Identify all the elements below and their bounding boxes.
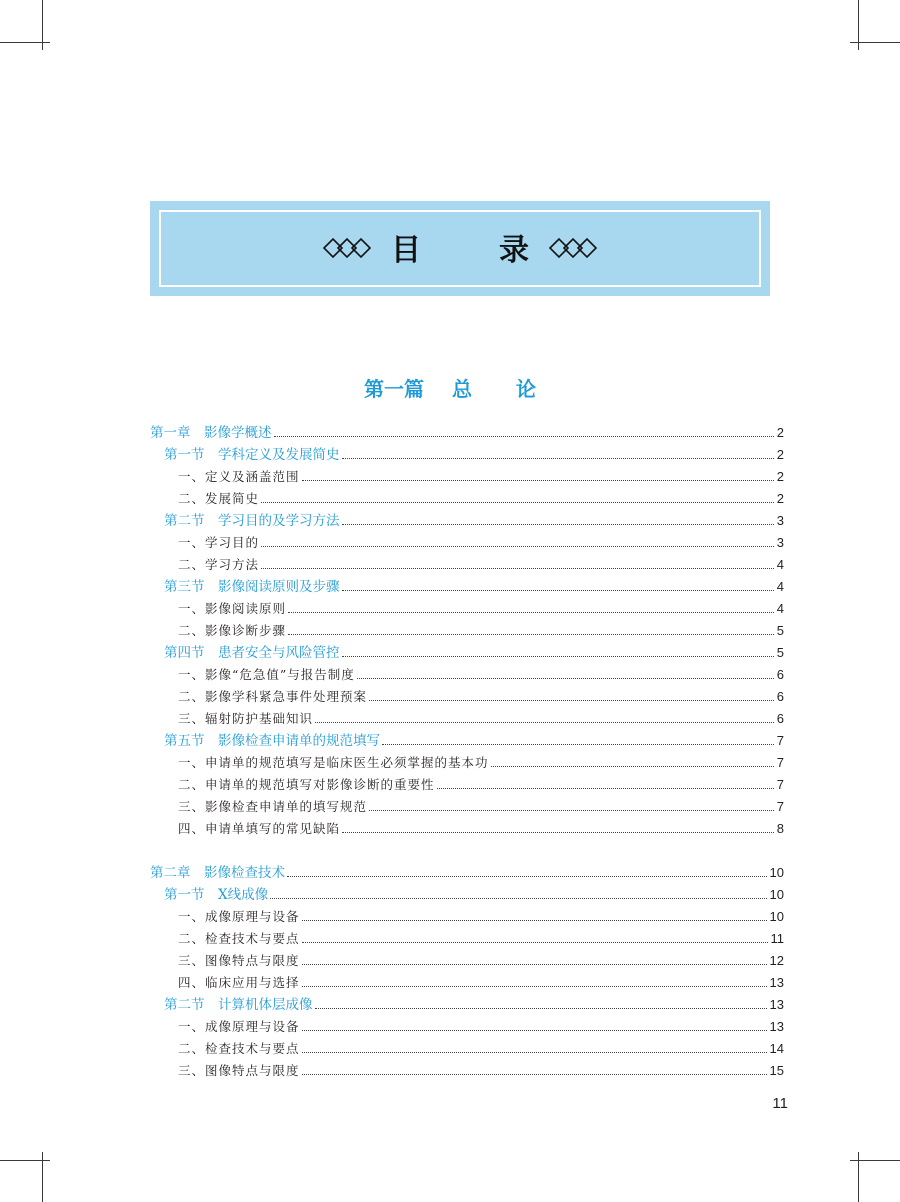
toc-entry-label: 第一节 X线成像 [164, 887, 269, 903]
part-title-2: 论 [516, 377, 536, 401]
toc-entry-page: 7 [776, 777, 784, 792]
toc-entry-label: 四、申请单填写的常见缺陷 [178, 821, 341, 836]
toc-entry-page: 4 [776, 579, 784, 594]
toc-entry-label: 二、检查技术与要点 [178, 1041, 300, 1056]
title-char-1: 目 [391, 233, 421, 268]
toc-leader-dots [270, 898, 766, 899]
toc-item-row[interactable] [150, 772, 784, 794]
toc-item-row[interactable] [150, 750, 784, 772]
toc-section-row[interactable] [150, 882, 784, 904]
toc-leader-dots [302, 480, 774, 481]
page-title [150, 225, 770, 269]
toc-leader-dots [261, 546, 774, 547]
crop-mark [850, 42, 900, 43]
toc-entry-page: 2 [776, 491, 784, 506]
toc-entry-page: 6 [776, 667, 784, 682]
toc-entry-label: 第三节 影像阅读原则及步骤 [164, 579, 340, 595]
crop-mark [0, 42, 50, 43]
toc-item-row[interactable] [150, 662, 784, 684]
toc-item-row[interactable] [150, 926, 784, 948]
toc-section-row[interactable] [150, 508, 784, 530]
toc-leader-dots [357, 678, 774, 679]
toc-entry-page: 5 [776, 645, 784, 660]
toc-entry-page: 7 [776, 733, 784, 748]
toc-entry-label: 四、临床应用与选择 [178, 975, 300, 990]
toc-entry-page: 3 [776, 513, 784, 528]
toc-leader-dots [315, 722, 774, 723]
toc-item-row[interactable] [150, 530, 784, 552]
toc-item-row[interactable] [150, 1014, 784, 1036]
toc-entry-label: 第一章 影像学概述 [150, 425, 272, 441]
toc-entry-label: 三、图像特点与限度 [178, 1063, 300, 1078]
toc-entry-page: 7 [776, 799, 784, 814]
toc-leader-dots [302, 1074, 767, 1075]
toc-leader-dots [287, 876, 767, 877]
toc-leader-dots [274, 436, 774, 437]
crop-mark [850, 1160, 900, 1161]
toc-leader-dots [342, 590, 774, 591]
toc-section-row[interactable] [150, 574, 784, 596]
part-heading [0, 373, 900, 402]
toc-entry-label: 一、影像阅读原则 [178, 601, 287, 616]
toc-entry-page: 2 [776, 469, 784, 484]
toc-entry-page: 13 [769, 975, 784, 990]
toc-item-row[interactable] [150, 596, 784, 618]
toc-entry-label: 一、成像原理与设备 [178, 909, 300, 924]
toc-section-row[interactable] [150, 992, 784, 1014]
toc-item-row[interactable] [150, 706, 784, 728]
toc-leader-dots [302, 920, 767, 921]
toc-entry-page: 13 [769, 1019, 784, 1034]
toc-entry-page: 11 [770, 931, 784, 946]
diamond-ornament-icon [546, 237, 598, 259]
toc-leader-dots [302, 1030, 767, 1031]
toc-item-row[interactable] [150, 618, 784, 640]
toc-entry-label: 二、学习方法 [178, 557, 260, 572]
toc-leader-dots [261, 568, 774, 569]
toc-leader-dots [342, 656, 774, 657]
toc-entry-page: 4 [776, 557, 784, 572]
toc-leader-dots [288, 612, 774, 613]
toc-entry-page: 12 [769, 953, 784, 968]
toc-section-row[interactable] [150, 442, 784, 464]
toc-leader-dots [342, 524, 774, 525]
toc-entry-label: 第四节 患者安全与风险管控 [164, 645, 340, 661]
toc-item-row[interactable] [150, 904, 784, 926]
toc-entry-label: 一、定义及涵盖范围 [178, 469, 300, 484]
toc-chapter-row[interactable] [150, 420, 784, 442]
title-banner [150, 201, 770, 296]
crop-mark [0, 1160, 50, 1161]
toc-entry-page: 2 [776, 447, 784, 462]
title-char-2: 录 [499, 233, 529, 268]
toc-chapter-row[interactable] [150, 860, 784, 882]
toc-entry-page: 3 [776, 535, 784, 550]
toc-item-row[interactable] [150, 816, 784, 838]
toc-item-row[interactable] [150, 794, 784, 816]
toc-entry-page: 2 [776, 425, 784, 440]
toc-leader-dots [302, 942, 768, 943]
toc-leader-dots [342, 458, 774, 459]
toc-leader-dots [302, 964, 767, 965]
toc-entry-page: 5 [776, 623, 784, 638]
toc-leader-dots [302, 1052, 767, 1053]
toc-entry-page: 7 [776, 755, 784, 770]
toc-item-row[interactable] [150, 970, 784, 992]
toc-leader-dots [288, 634, 774, 635]
toc-entry-page: 10 [769, 909, 784, 924]
toc-entry-page: 13 [769, 997, 784, 1012]
toc-entry-label: 第二节 学习目的及学习方法 [164, 513, 340, 529]
toc-entry-page: 4 [776, 601, 784, 616]
toc-item-row[interactable] [150, 464, 784, 486]
toc-entry-page: 15 [769, 1063, 784, 1078]
toc-entry-label: 三、图像特点与限度 [178, 953, 300, 968]
toc-entry-label: 一、学习目的 [178, 535, 260, 550]
toc-leader-dots [369, 810, 774, 811]
toc-item-row[interactable] [150, 684, 784, 706]
toc-leader-dots [491, 766, 774, 767]
toc-leader-dots [437, 788, 774, 789]
toc-entry-label: 二、发展简史 [178, 491, 260, 506]
part-name: 第一篇 [364, 377, 424, 401]
toc-entry-page: 8 [776, 821, 784, 836]
toc-entry-label: 三、辐射防护基础知识 [178, 711, 314, 726]
toc-entry-label: 二、申请单的规范填写对影像诊断的重要性 [178, 777, 435, 792]
toc-entry-label: 第五节 影像检查申请单的规范填写 [164, 733, 380, 749]
page-number: 11 [772, 1095, 788, 1112]
toc-item-row[interactable] [150, 1036, 784, 1058]
toc-leader-dots [369, 700, 774, 701]
toc-entry-label: 第二章 影像检查技术 [150, 865, 285, 881]
toc-entry-label: 二、影像学科紧急事件处理预案 [178, 689, 368, 704]
toc-leader-dots [382, 744, 774, 745]
diamond-ornament-icon [322, 237, 374, 259]
toc-item-row[interactable] [150, 552, 784, 574]
part-title-1: 总 [452, 377, 472, 401]
toc-entry-label: 一、成像原理与设备 [178, 1019, 300, 1034]
toc-section-row[interactable] [150, 640, 784, 662]
toc-entry-page: 14 [769, 1041, 784, 1056]
toc-entry-label: 第二节 计算机体层成像 [164, 997, 313, 1013]
toc-leader-dots [302, 986, 767, 987]
toc-section-row[interactable] [150, 728, 784, 750]
toc-entry-label: 三、影像检查申请单的填写规范 [178, 799, 368, 814]
toc-item-row[interactable] [150, 948, 784, 970]
toc-entry-label: 一、申请单的规范填写是临床医生必须掌握的基本功 [178, 755, 489, 770]
toc-leader-dots [315, 1008, 767, 1009]
toc-entry-page: 6 [776, 711, 784, 726]
toc-item-row[interactable] [150, 486, 784, 508]
toc-entry-page: 10 [769, 887, 784, 902]
toc-entry-label: 第一节 学科定义及发展简史 [164, 447, 340, 463]
toc-leader-dots [342, 832, 774, 833]
toc-entry-page: 10 [769, 865, 784, 880]
toc-item-row[interactable] [150, 1058, 784, 1080]
toc-leader-dots [261, 502, 774, 503]
toc-entry-label: 一、影像“危急值”与报告制度 [178, 667, 355, 682]
toc-entry-label: 二、检查技术与要点 [178, 931, 300, 946]
toc-entry-page: 6 [776, 689, 784, 704]
toc-entry-label: 二、影像诊断步骤 [178, 623, 287, 638]
